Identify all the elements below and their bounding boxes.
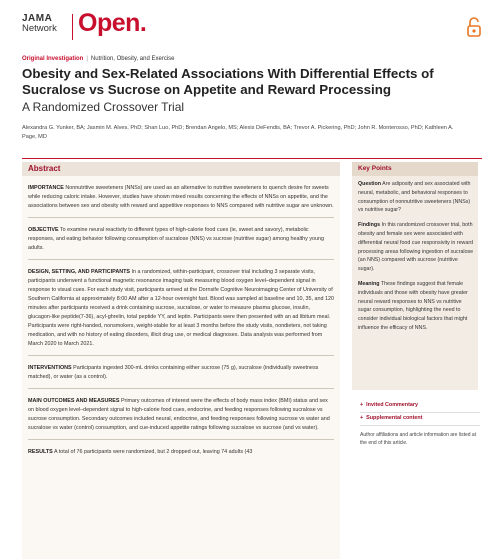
article-subtitle: A Randomized Crossover Trial [22, 100, 185, 114]
abstract-results: RESULTS A total of 76 participants were randomized, but 2 dropped out, leaving 74 adults (43 [28, 449, 253, 455]
abstract-divider [28, 355, 334, 356]
abstract-heading: Abstract [22, 162, 340, 176]
logo-divider [72, 14, 73, 40]
abstract-design: DESIGN, SETTING, AND PARTICIPANTS In a randomized, within-participant, crossover trial including 3 separate visits, participants underwent a functional magnetic resonance imaging task measuring blood oxygen level–dependent signal in response to visual cues. For each study visit, participants arrived at the Dornsife Cognitive Neuroimaging Center of University of Southern California at approximately 8:00 AM after a 12-hour overnight fast. Blood was sampled at baseline and 10, 35, and 120 minutes after participants received a drink containing sucrose, sucralose, or water to measure plasma glucose, insulin, glucagon-like peptide(7-36), acyl-ghrelin, total peptide YY, and leptin. Participants were then presented with an ad libitum meal. Participants were right-handed, nonsmokers, weight-stable for at least 3 months before the study visits, nondieters, not taking medication, and with no history of eating disorders, illicit drug use, or medical diagnoses. Data analysis was performed from March 2020 to March 2021. [28, 269, 334, 347]
key-point-meaning: Meaning These findings suggest that female individuals and those with obesity have greater neural reward responses to NNS vs nutritive sugar consumption, highlighting the need to consider individual biological factors that might influence the efficacy of NNS. [358, 280, 468, 331]
abstract-outcomes: MAIN OUTCOMES AND MEASURES Primary outcomes of interest were the effects of body mass index (BMI) status and sex on blood oxygen level–dependent signal to high-calorie food cues, endocrine, and feeding responses following sucralose vs sucrose consumption. Secondary outcomes included neural, endocrine, and feeding responses following sucrose vs water and sucralose vs water (control) consumption, and cue-induced appetite ratings following sucralose vs sucrose (and vs water). [28, 398, 330, 431]
abstract-divider [28, 388, 334, 389]
abstract-divider [28, 217, 334, 218]
key-points-heading: Key Points [352, 162, 478, 176]
key-points-panel [352, 162, 478, 390]
abstract-interventions: INTERVENTIONS Participants ingested 300-mL drinks containing either sucrose (75 g), sucralose (individually sweetness matched), or water (as a control). [28, 365, 319, 380]
logo-jama: JAMA [22, 13, 53, 24]
supplemental-content-link[interactable]: + Supplemental content [360, 413, 480, 426]
abstract-divider [28, 439, 334, 440]
key-point-question: Question Are adiposity and sex associated with neural, metabolic, and behavioral responses to consumption of nonnutritive sweeteners (NNSs) vs nutritive sugar? [358, 181, 471, 214]
abstract-divider [28, 259, 334, 260]
abstract-panel [22, 162, 340, 559]
logo-network: Network [22, 23, 57, 34]
abstract-objective: OBJECTIVE To examine neural reactivity to different types of high-calorie food cues (ie, sweet and savory), metabolic responses, and eating behavior following consumption of sucralose (NNS) vs sucrose (nutritive sugar) among healthy young adults. [28, 227, 325, 251]
article-title: Obesity and Sex-Related Associations With Differential Effects of Sucralose vs Sucrose on Appetite and Reward Processing [22, 66, 434, 97]
plus-icon: + [360, 415, 364, 421]
title-divider [22, 158, 482, 159]
invited-commentary-link[interactable]: + Invited Commentary [360, 400, 480, 413]
article-section: Nutrition, Obesity, and Exercise [90, 56, 175, 62]
key-point-findings: Findings In this randomized crossover trial, both obesity and female sex were associated with differential neural food cue responsivity in reward processing areas following ingestion of sucralose (an NNS) compared with sucrose (nutritive sugar). [358, 222, 474, 273]
abstract-body [28, 184, 334, 467]
author-affiliations-note: Author affiliations and article information are listed at the end of this article. [360, 432, 477, 446]
author-list: Alexandra G. Yunker, BA; Jasmin M. Alves, PhD; Shan Luo, PhD; Brendan Angelo, MS; Alexis DeFendis, BA; Trevor A. Pickering, PhD; John R. Monterosso, PhD; Kathleen A. Page, MD [22, 125, 454, 140]
article-type: Original Investigation [22, 56, 84, 62]
side-links [360, 400, 480, 426]
breadcrumb: Original Investigation | Nutrition, Obesity, and Exercise [22, 56, 175, 62]
key-points-body [358, 180, 474, 339]
logo-open: Open. [78, 9, 147, 37]
plus-icon: + [360, 402, 364, 408]
abstract-importance: IMPORTANCE Nonnutritive sweeteners (NNSs) are used as an alternative to nutritive sweeteners to quench desire for sweets while reducing caloric intake. However, studies have shown mixed results concerning the effects of NNSs on appetite, and the associations between sex and obesity with reward and appetitive responses to NNS compared with nutritive sugar are unknown. [28, 185, 334, 209]
journal-header [22, 9, 482, 46]
jama-network-logo[interactable] [22, 14, 57, 34]
open-access-lock-icon [466, 16, 482, 38]
